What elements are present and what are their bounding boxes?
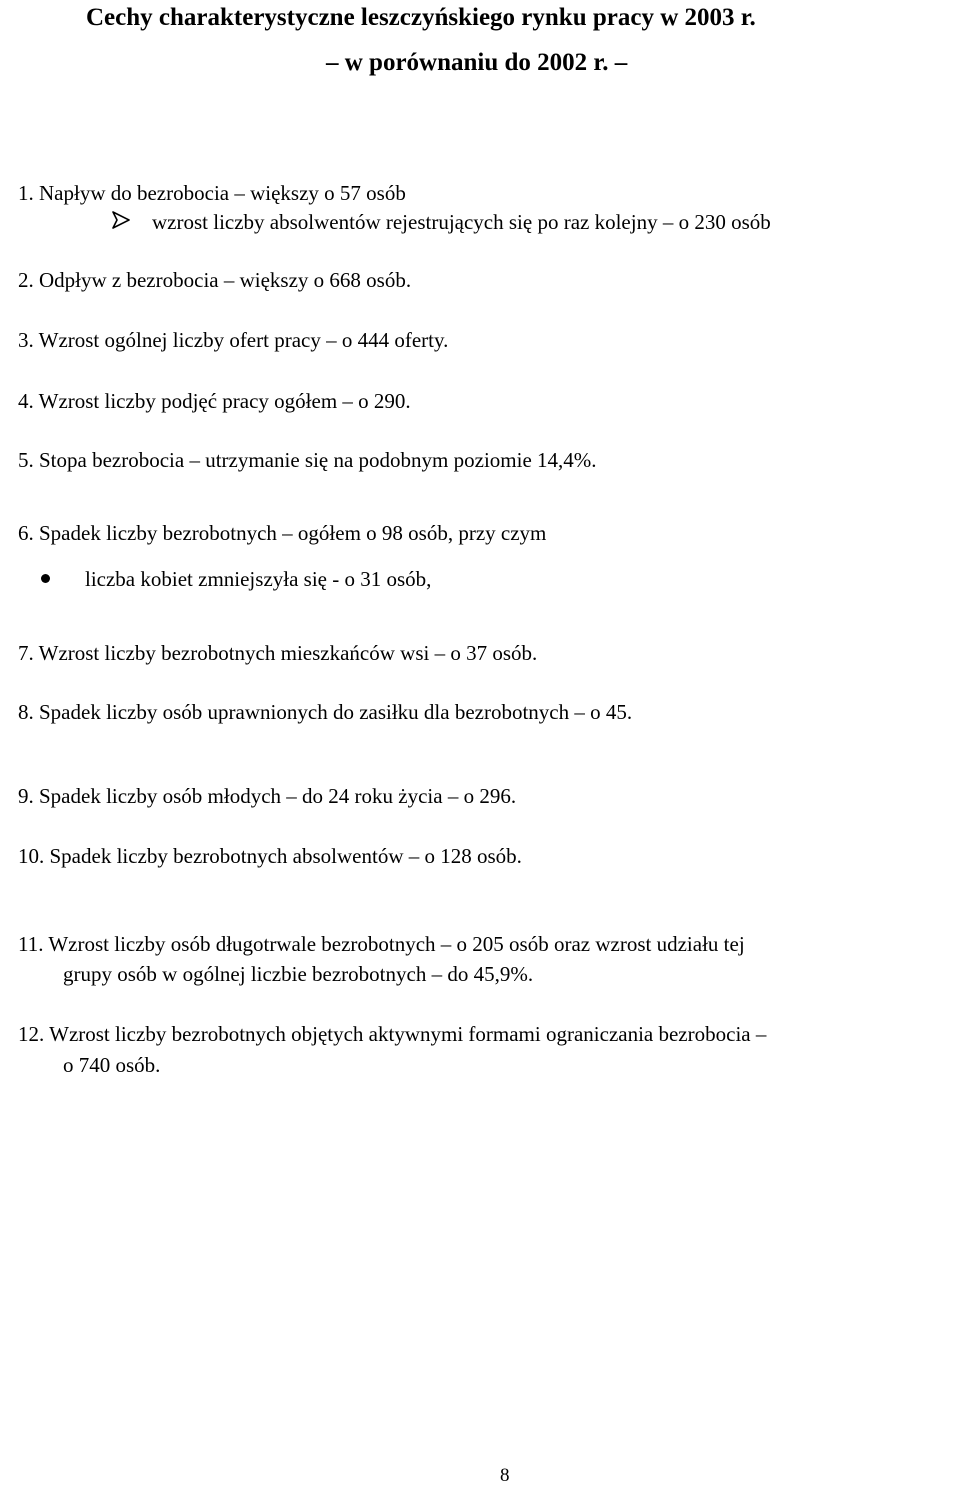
- item-6-subpoint: liczba kobiet zmniejszyła się - o 31 osób,: [85, 567, 432, 591]
- item-12: 12. Wzrost liczby bezrobotnych objętych aktywnymi formami ograniczania bezrobocia –: [18, 1022, 767, 1046]
- item-11-continuation: grupy osób w ogólnej liczbie bezrobotnych – do 45,9%.: [63, 962, 534, 986]
- item-6: 6. Spadek liczby bezrobotnych – ogółem o 98 osób, przy czym: [18, 521, 547, 545]
- item-8: 8. Spadek liczby osób uprawnionych do zasiłku dla bezrobotnych – o 45.: [18, 700, 633, 724]
- item-1-subpoint: wzrost liczby absolwentów rejestrujących się po raz kolejny – o 230 osób: [152, 210, 771, 234]
- item-10: 10. Spadek liczby bezrobotnych absolwentów – o 128 osób.: [18, 844, 522, 868]
- item-1: 1. Napływ do bezrobocia – większy o 57 osób: [18, 181, 406, 205]
- item-9: 9. Spadek liczby osób młodych – do 24 roku życia – o 296.: [18, 784, 517, 808]
- item-12-continuation: o 740 osób.: [63, 1053, 161, 1077]
- document-title: Cechy charakterystyczne leszczyńskiego rynku pracy w 2003 r.: [86, 4, 756, 31]
- page-number: 8: [500, 1465, 510, 1486]
- document-subtitle: – w porównaniu do 2002 r. –: [326, 49, 628, 76]
- item-4: 4. Wzrost liczby podjęć pracy ogółem – o 290.: [18, 389, 411, 413]
- item-7: 7. Wzrost liczby bezrobotnych mieszkańców wsi – o 37 osób.: [18, 641, 538, 665]
- item-2: 2. Odpływ z bezrobocia – większy o 668 osób.: [18, 268, 412, 292]
- dot-bullet-icon: [41, 574, 50, 583]
- item-5: 5. Stopa bezrobocia – utrzymanie się na podobnym poziomie 14,4%.: [18, 448, 597, 472]
- item-11: 11. Wzrost liczby osób długotrwale bezrobotnych – o 205 osób oraz wzrost udziału tej: [18, 932, 745, 956]
- item-3: 3. Wzrost ogólnej liczby ofert pracy – o 444 oferty.: [18, 328, 449, 352]
- arrow-bullet-icon: [110, 209, 132, 231]
